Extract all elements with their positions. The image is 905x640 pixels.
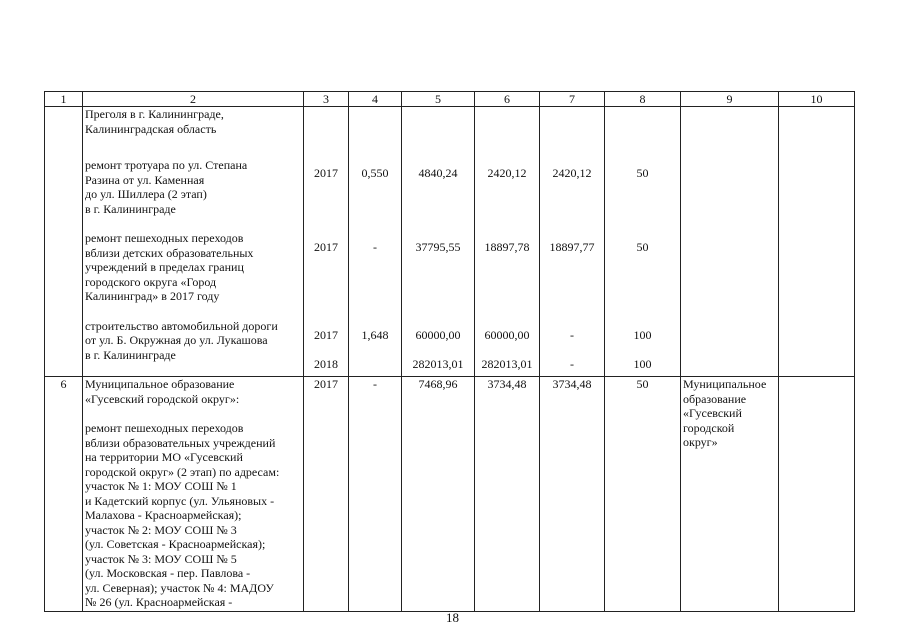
year-value: 2017 [314,328,338,342]
header-cell: 9 [681,92,779,107]
col6-cell: 3734,48 [475,377,540,612]
col6-cell [475,107,540,377]
header-cell: 2 [83,92,304,107]
item-name: строительство автомобильной дороги от ул. Б. Окружная до ул. Лукашова в г. Калининграде [85,318,278,362]
item-name: ремонт тротуара по ул. Степана Разина от ул. Каменная до ул. Шиллера (2 этап) в г. Калининграде [85,158,248,216]
header-cell: 3 [304,92,349,107]
header-cell: 4 [349,92,402,107]
col7-value: 18897,77 [549,239,595,254]
total-value: 282013,01 [412,356,464,371]
row-number-cell [45,107,83,377]
percent-cell [605,107,681,377]
year-value: 2018 [314,356,338,371]
row-number-cell: 6 [45,377,83,612]
table-row [45,107,855,377]
percent-cell: 50 [605,377,681,612]
percent-value: 100 [633,356,652,371]
header-cell: 5 [402,92,475,107]
year-value: 2017 [314,166,338,180]
header-row [45,92,855,107]
item-name: ремонт пешеходных переходов вблизи детских образовательных учреждений в пределах границ городского округа «Город Калининград» в 2017 году [85,231,254,303]
col6-value: 18897,78 [484,239,530,254]
header-cell: 7 [540,92,605,107]
municipality-cell [681,107,779,377]
length-value: 1,648 [361,328,389,342]
total-value: 37795,55 [415,239,461,254]
page-number: 18 [446,610,459,625]
municipality-cell: Муниципальное образование «Гусевский городской округ» [681,377,779,612]
percent-value: 50 [636,166,649,180]
percent-value: 100 [633,328,652,342]
length-cell [349,107,402,377]
col7-value: 2420,12 [552,166,592,180]
length-value: 0,550 [361,166,389,180]
header-cell: 10 [779,92,855,107]
header-cell: 1 [45,92,83,107]
col6-value: 2420,12 [487,166,527,180]
length-cell: - [349,377,402,612]
col7-cell: 3734,48 [540,377,605,612]
year-cell [304,107,349,377]
name-tail: Преголя в г. Калининграде, Калининградская область [85,107,224,136]
total-value: 4840,24 [418,166,458,180]
year-cell: 2017 [304,377,349,612]
item-name: ремонт пешеходных переходов вблизи образовательных учреждений на территории МО «Гусевский городской округ» (2 этап) по адресам: участок № 1: МОУ СОШ № 1 и Кадетский корпус (ул. Ульяновых - Малахова - Красноармейская); участок № 2: МОУ СОШ № 3 (ул. Советская - Красноармейская); участок № 3: МОУ СОШ № 5 (ул. Московская - пер. Павлова - ул. Северная); участок № 4: МАДОУ № 26 (ул. Красноармейская - [85,421,280,609]
total-cell: 7468,96 [402,377,475,612]
object-name-cell [83,377,304,612]
col10-cell [779,377,855,612]
total-value: 60000,00 [415,328,461,342]
col7-value: - [570,356,574,371]
object-name-cell [83,107,304,377]
total-cell [402,107,475,377]
col6-value: 282013,01 [481,356,533,371]
length-value: - [373,239,377,254]
percent-value: 50 [636,239,649,254]
col6-value: 60000,00 [484,328,530,342]
municipality-title: Муниципальное образование «Гусевский городской округ»: [85,377,240,406]
table-row [45,377,855,612]
col7-cell [540,107,605,377]
header-cell: 8 [605,92,681,107]
year-value: 2017 [314,239,338,254]
col7-value: - [570,328,574,342]
col10-cell [779,107,855,377]
header-cell: 6 [475,92,540,107]
data-table [44,91,855,612]
